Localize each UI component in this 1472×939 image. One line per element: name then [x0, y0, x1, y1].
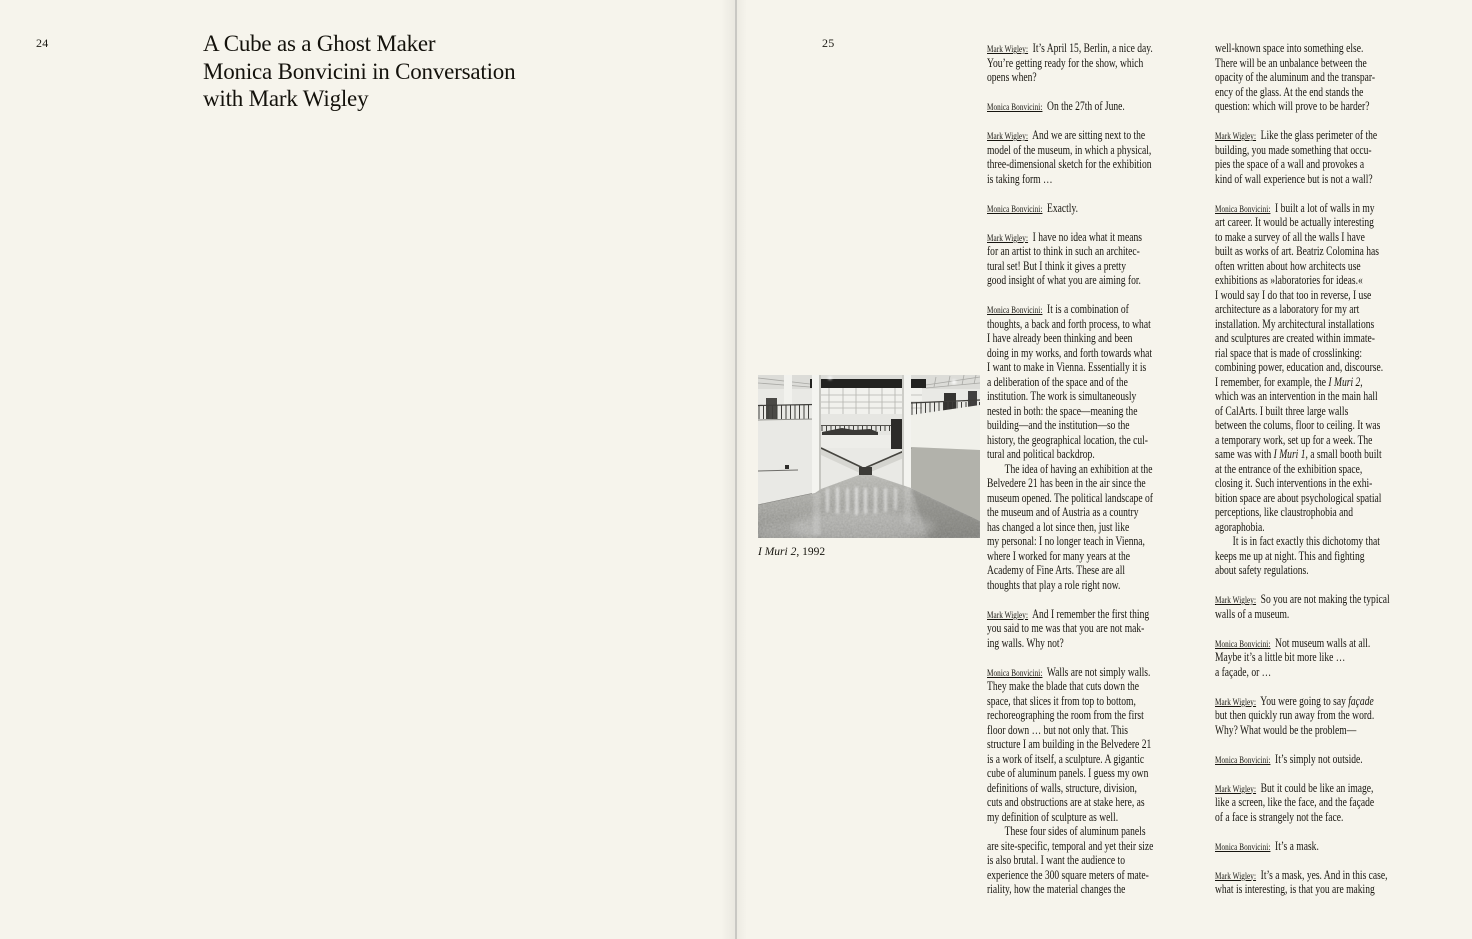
- conversation-turn: [987, 302, 1208, 592]
- dialogue-line: I want to make in Vienna. Essentially it is: [987, 359, 1147, 374]
- dialogue-line: is also brutal. I want the audience to: [987, 852, 1125, 867]
- dialogue-line: art career. It would be actually interesting: [1215, 214, 1374, 229]
- conversation-turn: [1215, 201, 1436, 578]
- dialogue-line: which was an intervention in the main hall: [1215, 388, 1378, 403]
- dialogue-line: You’re getting ready for the show, which: [987, 54, 1144, 70]
- dialogue-line: The idea of having an exhibition at the: [1004, 460, 1153, 476]
- dialogue-line: my personal: I no longer teach in Vienna,: [987, 533, 1145, 548]
- dialogue-line: Why? What would be the problem—: [1215, 721, 1357, 737]
- dialogue-line: but then quickly run away from the word.: [1215, 707, 1375, 722]
- conversation-turn: [987, 99, 1208, 114]
- dialogue-line: often written about how architects use: [1215, 257, 1361, 273]
- conversation-turn: [1215, 781, 1436, 825]
- museum-hall-photo-illustration: [758, 375, 980, 538]
- dialogue-line: and sculptures are created within immate-: [1215, 330, 1375, 345]
- dialogue-line: thoughts, a back and forth process, to what: [987, 315, 1151, 331]
- figure-photo: [758, 375, 980, 538]
- dialogue-line: museum opened. The political landscape of: [987, 489, 1153, 505]
- dialogue-line: history, the geographical location, the cul-: [987, 431, 1148, 447]
- dialogue-line: building, you made something that occu-: [1215, 141, 1372, 157]
- dialogue-line: agoraphobia.: [1215, 518, 1265, 534]
- dialogue-line: rial space that is made of crosslinking:: [1215, 344, 1363, 360]
- dialogue-line: Mark Wigley: You were going to say façade: [1215, 692, 1374, 708]
- dialogue-line: cube of aluminum panels. I guess my own: [987, 765, 1149, 780]
- conversation-turn: [1215, 128, 1436, 186]
- dialogue-line: ency of the glass. At the end stands the: [1215, 83, 1364, 99]
- conversation-turn: [1215, 636, 1436, 680]
- dialogue-line: what is interesting, is that you are making: [1215, 881, 1375, 896]
- dialogue-line: architecture as a laboratory for my art: [1215, 301, 1360, 316]
- dialogue-line: to make a survey of all the walls I have: [1215, 228, 1365, 244]
- conversation-column-2: [1215, 41, 1472, 911]
- dialogue-line: about safety regulations.: [1215, 562, 1309, 577]
- dialogue-line: opens when?: [987, 69, 1037, 84]
- column-text: [1215, 41, 1436, 897]
- conversation-turn: [1215, 868, 1436, 897]
- dialogue-line: Monica Bonvicini: On the 27th of June.: [987, 98, 1125, 113]
- dialogue-line: bition space are about psychological spatial: [1215, 489, 1382, 505]
- page-number-left: 24: [36, 36, 49, 50]
- conversation-turn: [987, 665, 1208, 897]
- article-title-line: Monica Bonvicini in Conversation: [203, 58, 516, 84]
- dialogue-line: same was with I Muri 1, a small booth built: [1215, 446, 1382, 461]
- dialogue-line: tural set! But I think it gives a pretty: [987, 257, 1127, 273]
- dialogue-line: of a face is strangely not the face.: [1215, 808, 1344, 824]
- dialogue-line: space, that slices it from top to bottom,: [987, 692, 1136, 708]
- dialogue-line: I would say I do that too in reverse, I use: [1215, 286, 1372, 302]
- speaker-label: Mark Wigley:: [1215, 696, 1257, 708]
- dialogue-line: Mark Wigley: It’s April 15, Berlin, a nice day.: [987, 40, 1153, 55]
- dialogue-line: Mark Wigley: So you are not making the typical: [1215, 591, 1390, 606]
- dialogue-line: walls of a museum.: [1215, 605, 1290, 621]
- dialogue-line: building—and the institution—so the: [987, 417, 1130, 432]
- dialogue-line: They make the blade that cuts down the: [987, 678, 1140, 693]
- dialogue-line: perceptions, like claustrophobia and: [1215, 504, 1353, 519]
- dialogue-line: nested in both: the space—meaning the: [987, 402, 1138, 418]
- dialogue-line: Monica Bonvicini: Walls are not simply walls.: [987, 663, 1151, 679]
- dialogue-line: installation. My architectural installations: [1215, 315, 1375, 331]
- speaker-label: Monica Bonvicini:: [987, 203, 1043, 215]
- dialogue-line: I have already been thinking and been: [987, 330, 1133, 345]
- dialogue-line: There will be an unbalance between the: [1215, 54, 1367, 70]
- dialogue-line: are site-specific, temporal and yet their size: [987, 837, 1154, 853]
- dialogue-line: of CalArts. I built three large walls: [1215, 402, 1349, 418]
- dialogue-line: Mark Wigley: And we are sitting next to the: [987, 127, 1146, 142]
- dialogue-line: Monica Bonvicini: It’s a mask.: [1215, 837, 1319, 853]
- dialogue-line: where I worked for many years at the: [987, 547, 1131, 563]
- dialogue-line: exhibitions as »laboratories for ideas.«: [1215, 272, 1363, 287]
- conversation-turn: [1215, 839, 1436, 854]
- dialogue-line: a façade, or …: [1215, 663, 1272, 679]
- conversation-turn: [987, 230, 1208, 288]
- speaker-label: Monica Bonvicini:: [1215, 638, 1271, 650]
- dialogue-line: Monica Bonvicini: It is a combination of: [987, 301, 1129, 316]
- dialogue-line: is a work of itself, a sculpture. A gigantic: [987, 750, 1145, 766]
- speaker-label: Mark Wigley:: [987, 609, 1029, 621]
- conversation-turn: [1215, 694, 1436, 738]
- dialogue-line: combining power, education and, discourse.: [1215, 359, 1384, 374]
- speaker-label: Mark Wigley:: [1215, 131, 1257, 142]
- page-left: [0, 0, 735, 939]
- speaker-label: Mark Wigley:: [987, 232, 1029, 244]
- dialogue-line: Belvedere 21 has been in the air since the: [987, 475, 1146, 490]
- dialogue-line: riality, how the material changes the: [987, 881, 1126, 896]
- dialogue-line: floor down … but not only that. This: [987, 721, 1129, 737]
- dialogue-line: Monica Bonvicini: It’s simply not outside.: [1215, 750, 1363, 766]
- dialogue-line: at the entrance of the exhibition space,: [1215, 460, 1363, 476]
- dialogue-line: Maybe it’s a little bit more like …: [1215, 649, 1346, 664]
- dialogue-line: well-known space into something else.: [1215, 40, 1364, 55]
- page-number-right: 25: [822, 36, 835, 50]
- dialogue-line: ing walls. Why not?: [987, 634, 1064, 650]
- dialogue-line: Mark Wigley: But it could be like an image,: [1215, 779, 1374, 795]
- dialogue-line: built as works of art. Beatriz Colomina has: [1215, 243, 1379, 258]
- speaker-label: Mark Wigley:: [987, 131, 1029, 142]
- dialogue-line: a deliberation of the space and of the: [987, 373, 1128, 389]
- dialogue-line: pies the space of a wall and provokes a: [1215, 156, 1365, 171]
- speaker-label: Monica Bonvicini:: [1215, 841, 1271, 853]
- dialogue-line: for an artist to think in such an architec-: [987, 243, 1140, 258]
- dialogue-line: thoughts that play a role right now.: [987, 576, 1121, 592]
- speaker-label: Monica Bonvicini:: [1215, 203, 1271, 215]
- speaker-label: Mark Wigley:: [1215, 595, 1257, 606]
- conversation-turn: [1215, 41, 1436, 114]
- dialogue-line: cuts and obstructions are at stake here, as: [987, 794, 1145, 809]
- dialogue-line: has changed a lot since then, just like: [987, 518, 1130, 534]
- speaker-label: Monica Bonvicini:: [987, 102, 1043, 113]
- dialogue-line: experience the 300 square meters of mate-: [987, 866, 1149, 882]
- dialogue-line: It is in fact exactly this dichotomy that: [1232, 533, 1380, 548]
- gutter-shading: [721, 0, 735, 939]
- conversation-turn: [987, 607, 1208, 651]
- dialogue-line: you said to me was that you are not mak-: [987, 620, 1145, 635]
- dialogue-line: institution. The work is simultaneously: [987, 388, 1137, 403]
- dialogue-line: my definition of sculpture as well.: [987, 808, 1119, 824]
- dialogue-line: Mark Wigley: It’s a mask, yes. And in this case,: [1215, 866, 1388, 882]
- column-text: [987, 41, 1208, 897]
- speaker-label: Monica Bonvicini:: [1215, 754, 1271, 766]
- conversation-turn: [1215, 752, 1436, 767]
- dialogue-line: Mark Wigley: And I remember the first thing: [987, 605, 1150, 621]
- speaker-label: Monica Bonvicini:: [987, 305, 1043, 316]
- figure-caption-year: , 1992: [796, 546, 826, 558]
- figure-caption-work: I Muri 2: [758, 546, 797, 558]
- dialogue-line: Academy of Fine Arts. These are all: [987, 562, 1126, 577]
- dialogue-line: I remember, for example, the I Muri 2,: [1215, 373, 1363, 389]
- dialogue-line: These four sides of aluminum panels: [1004, 823, 1146, 838]
- dialogue-line: keeps me up at night. This and fighting: [1215, 547, 1365, 563]
- dialogue-line: structure I am building in the Belvedere 21: [987, 736, 1152, 751]
- conversation-turn: [987, 128, 1208, 186]
- article-title: [203, 30, 515, 113]
- dialogue-line: between the colums, floor to ceiling. It was: [1215, 417, 1381, 432]
- dialogue-line: Monica Bonvicini: Exactly.: [987, 199, 1079, 215]
- conversation-turn: [987, 201, 1208, 216]
- dialogue-line: the museum and of Austria as a country: [987, 504, 1139, 519]
- dialogue-line: closing it. Such interventions in the exhi-: [1215, 475, 1373, 490]
- dialogue-line: Mark Wigley: Like the glass perimeter of the: [1215, 127, 1378, 142]
- dialogue-line: model of the museum, in which a physical,: [987, 141, 1152, 157]
- page-right: [737, 0, 1472, 939]
- dialogue-line: Monica Bonvicini: Not museum walls at all.: [1215, 634, 1371, 650]
- speaker-label: Monica Bonvicini:: [987, 667, 1043, 679]
- dialogue-line: definitions of walls, structure, division,: [987, 779, 1137, 795]
- article-title-line: A Cube as a Ghost Maker: [203, 31, 436, 56]
- speaker-label: Mark Wigley:: [987, 44, 1029, 55]
- conversation-turn: [987, 41, 1208, 85]
- dialogue-line: doing in my works, and forth towards what: [987, 344, 1153, 360]
- dialogue-line: Monica Bonvicini: I built a lot of walls in my: [1215, 199, 1375, 215]
- dialogue-line: like a screen, like the face, and the façade: [1215, 794, 1375, 809]
- conversation-turn: [1215, 592, 1436, 621]
- speaker-label: Mark Wigley:: [1215, 870, 1257, 882]
- dialogue-line: question: which will prove to be harder?: [1215, 98, 1370, 113]
- dialogue-line: three-dimensional sketch for the exhibition: [987, 156, 1152, 171]
- dialogue-line: rechoreographing the room from the first: [987, 707, 1144, 722]
- dialogue-line: opacity of the aluminum and the transpar-: [1215, 69, 1376, 84]
- dialogue-line: is taking form …: [987, 170, 1053, 186]
- dialogue-line: tural and political backdrop.: [987, 446, 1095, 461]
- figure-caption: [758, 546, 825, 558]
- dialogue-line: good insight of what you are aiming for.: [987, 272, 1141, 287]
- article-title-line: with Mark Wigley: [203, 86, 369, 111]
- speaker-label: Mark Wigley:: [1215, 783, 1257, 795]
- dialogue-line: Mark Wigley: I have no idea what it means: [987, 228, 1142, 244]
- dialogue-line: a temporary work, set up for a week. The: [1215, 431, 1373, 447]
- dialogue-line: kind of wall experience but is not a wall?: [1215, 170, 1373, 186]
